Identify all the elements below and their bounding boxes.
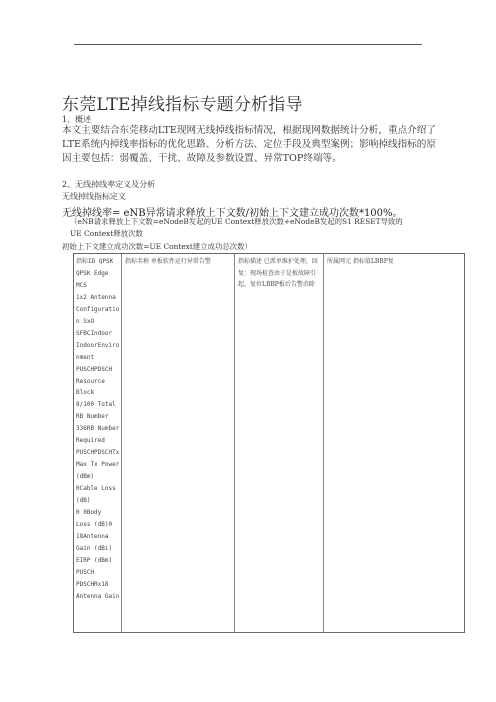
table-cell-indicator-description: 指标描述 已派单维护处理，回复：现场检查由于是板故障引起，复位LBBP板后告警消除 bbox=[238, 258, 318, 288]
table-cell-line: Loss (dB)0 bbox=[76, 520, 113, 528]
table-cell-line: EIRP (dBm) bbox=[76, 556, 113, 564]
table-cell-line: 1x2 Antenna bbox=[76, 293, 116, 301]
indicator-table bbox=[73, 253, 465, 633]
table-cell-line: (dB) bbox=[76, 497, 91, 505]
table-cell-line: RB Number bbox=[76, 413, 109, 421]
overview-paragraph: 本文主要结合东莞移动LTE现网无线掉线指标情况，根据现网数据统计分析，重点介绍了LTE系统内掉线率指标的优化思路、分析方法、定位手段及典型案例；影响掉线指标的原因主要包括：弱覆盖、干扰、故障及参数设置、异常TOP终端等。 bbox=[62, 125, 436, 164]
overview-heading: 1、概述 bbox=[62, 115, 92, 124]
document-title: 东莞LTE掉线指标专题分析指导 bbox=[62, 95, 303, 115]
table-cell-line: 指标ID QPSK bbox=[76, 258, 114, 265]
table-cell-line: 0Cable Loss bbox=[76, 485, 116, 493]
table-column-1 bbox=[74, 254, 122, 632]
table-cell-line: n SxO bbox=[76, 317, 95, 325]
table-cell-link-budget bbox=[74, 254, 121, 603]
table-cell-line: Required bbox=[76, 437, 105, 445]
table-cell-line: 336RB Number bbox=[76, 425, 120, 433]
formula-note-1b: UE Context释放次数 bbox=[70, 229, 143, 238]
table-cell-network-element: 所属网元 指标值LBBP复 bbox=[327, 258, 394, 265]
table-column-2 bbox=[122, 254, 235, 632]
table-column-4 bbox=[324, 254, 466, 632]
table-cell-line: Gain (dBi) bbox=[76, 544, 113, 552]
table-cell-line: PUSCHPDSCH bbox=[76, 365, 113, 373]
table-cell-line: PDSCHRx18 bbox=[76, 580, 109, 588]
table-cell-indicator-name: 指标名称 单板软件运行异常告警 bbox=[125, 258, 211, 265]
table-cell-line: IndoorEnviro bbox=[76, 341, 120, 349]
table-cell-line: PUSCHPDSCHTx bbox=[76, 449, 120, 457]
table-cell-line: SFBCIndoor bbox=[76, 329, 113, 337]
table-column-3 bbox=[235, 254, 324, 632]
table-cell-line: nment bbox=[76, 353, 95, 361]
table-cell-line: PUSCH bbox=[76, 568, 95, 576]
formula-note-1: （eNB请求释放上下文数=eNodeB发起的UE Context释放次数+eNodeB发起的S1 RESET导致的 bbox=[70, 217, 403, 226]
table-cell-line: 0 0Body bbox=[76, 509, 102, 517]
header-rule bbox=[74, 44, 422, 45]
table-cell-line: Configuratio bbox=[76, 305, 120, 313]
table-cell-line: 18Antenna bbox=[76, 532, 109, 540]
table-cell-line: Resource bbox=[76, 377, 105, 385]
table-cell-line: 8/100 Total bbox=[76, 401, 116, 409]
table-cell-line: MCS bbox=[76, 281, 87, 289]
table-cell-line: Block bbox=[76, 389, 95, 397]
table-cell-line: Antenna Gain bbox=[76, 592, 120, 600]
formula-note-2: 初始上下文建立成功次数=UE Context建立成功总次数） bbox=[62, 242, 252, 251]
table-cell-line: (dBm) bbox=[76, 473, 95, 481]
table-cell-line: Max Tx Power bbox=[76, 461, 120, 469]
definition-subheading: 无线掉线指标定义 bbox=[62, 192, 126, 201]
table-cell-line: QPSK Edge bbox=[76, 269, 109, 277]
definition-heading: 2、无线掉线率定义及分析 bbox=[62, 180, 156, 189]
drop-rate-formula: 无线掉线率= eNB异常请求释放上下文数/初始上下文建立成功次数*100%。 bbox=[62, 208, 403, 219]
